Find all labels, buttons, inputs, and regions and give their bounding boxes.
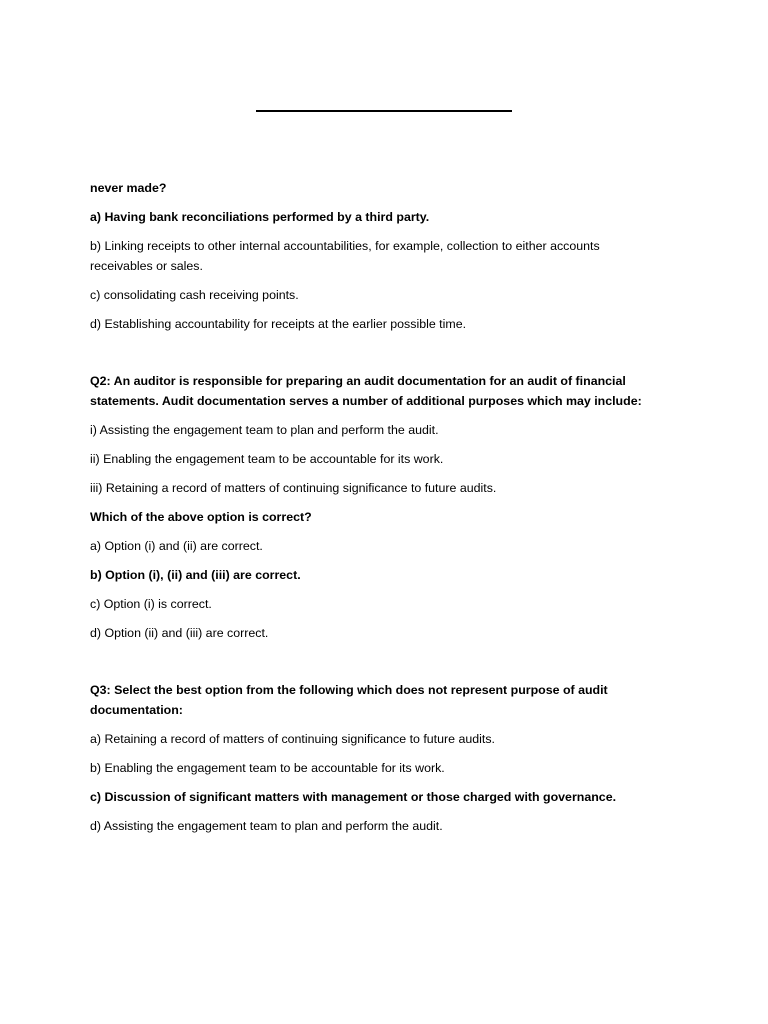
question-1-block	[90, 178, 650, 334]
header-rule	[256, 110, 512, 112]
question-3-option-d: d) Assisting the engagement team to plan and perform the audit.	[90, 819, 443, 833]
question-3-block	[90, 680, 650, 836]
question-2-option-c: c) Option (i) is correct.	[90, 597, 212, 611]
question-3-option-c: c) Discussion of significant matters with management or those charged with governance.	[90, 790, 617, 804]
question-1-option-c: c) consolidating cash receiving points.	[90, 288, 299, 302]
question-1-option-b: b) Linking receipts to other internal accountabilities, for example, collection to either accounts receivables or sales.	[90, 239, 600, 273]
question-1-option-a: a) Having bank reconciliations performed by a third party.	[90, 210, 430, 224]
question-2-statement-i: i) Assisting the engagement team to plan and perform the audit.	[90, 423, 439, 437]
question-3-option-a: a) Retaining a record of matters of continuing significance to future audits.	[90, 732, 495, 746]
question-3-option-b: b) Enabling the engagement team to be accountable for its work.	[90, 761, 445, 775]
question-2-option-b: b) Option (i), (ii) and (iii) are correct.	[90, 568, 301, 582]
spacer	[90, 343, 650, 371]
question-2-block	[90, 371, 650, 643]
question-2-prompt: Which of the above option is correct?	[90, 510, 312, 524]
question-2-option-d: d) Option (ii) and (iii) are correct.	[90, 626, 269, 640]
question-3-text: Q3: Select the best option from the following which does not represent purpose of audit documentation:	[90, 683, 608, 717]
question-2-option-a: a) Option (i) and (ii) are correct.	[90, 539, 263, 553]
spacer	[90, 652, 650, 680]
question-2-text: Q2: An auditor is responsible for preparing an audit documentation for an audit of financial statements. Audit documentation serves a number of additional purposes which may include:	[90, 374, 642, 408]
question-2-statement-ii: ii) Enabling the engagement team to be accountable for its work.	[90, 452, 444, 466]
question-1-option-d: d) Establishing accountability for receipts at the earlier possible time.	[90, 317, 467, 331]
document-body	[90, 178, 650, 845]
question-2-statement-iii: iii) Retaining a record of matters of continuing significance to future audits.	[90, 481, 497, 495]
question-1-stem-tail: never made?	[90, 181, 167, 195]
